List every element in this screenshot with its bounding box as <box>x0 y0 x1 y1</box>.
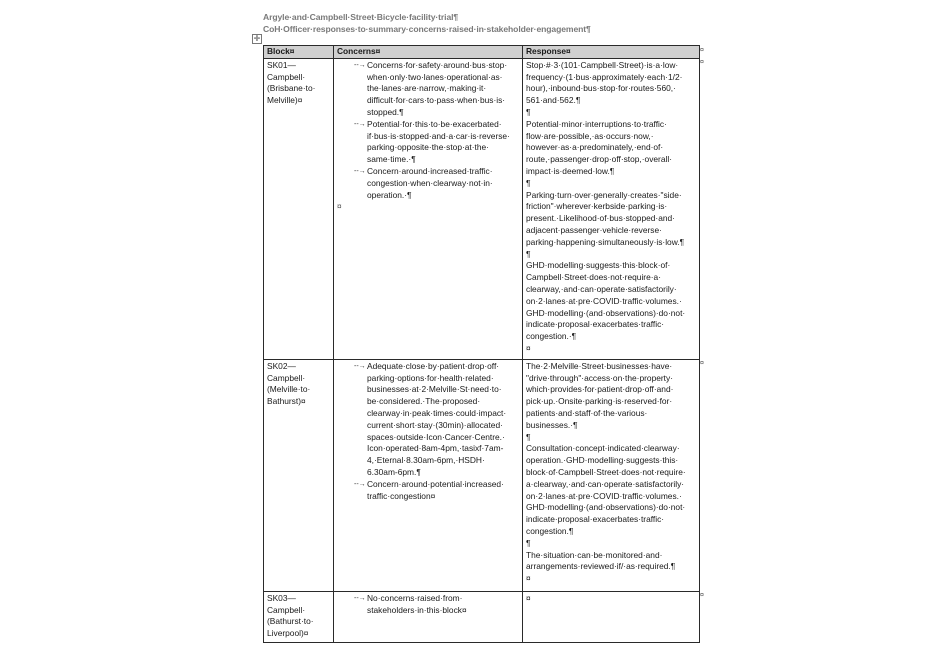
response-line: 561·and·562.¶ <box>526 95 581 106</box>
response-line: indicate·proposal·exacerbates·traffic· <box>526 514 665 525</box>
block-line: SK03— <box>267 592 296 603</box>
concern-line: --→ Concern·around·increased·traffic· <box>354 165 493 176</box>
tab-arrow-icon: --→ <box>354 480 366 488</box>
concern-line: --→ Concern·around·potential·increased· <box>354 478 504 489</box>
block-line: Bathurst)¤ <box>267 396 306 407</box>
concern-line: operation.·¶ <box>367 189 412 200</box>
concern-line: congestion·when·clearway·not·in· <box>367 177 493 188</box>
concern-line: parking·opposite·the·stop·at·the· <box>367 142 489 153</box>
response-line: ¶ <box>526 248 531 259</box>
response-line: GHD·modelling·(and·observations)·do·not· <box>526 307 686 318</box>
response-line: arrangements·reviewed·if/·as·required.¶ <box>526 561 676 572</box>
block-line: Liverpool)¤ <box>267 628 309 639</box>
concern-line: --→ Potential·for·this·to·be·exacerbated· <box>354 118 502 129</box>
concern-line: difficult·for·cars·to·pass·when·bus·is· <box>367 95 506 106</box>
concern-line: clearway·in·peak·times·could·impact· <box>367 407 507 418</box>
response-line: Potential·minor·interruptions·to·traffic· <box>526 118 667 129</box>
end-of-row-mark: ¤ <box>700 59 704 67</box>
document-subtitle: CoH·Officer·responses·to·summary·concerns·raised·in·stakeholder·engagement¶ <box>263 24 591 34</box>
header-block: Block¤ <box>264 46 334 59</box>
concern-line: same·time.·¶ <box>367 154 416 165</box>
block-line: (Brisbane·to· <box>267 83 316 94</box>
response-line: parking·happening·simultaneously·is·low.¶ <box>526 236 685 247</box>
response-line: frequency·(1·bus·approximately·each·1/2· <box>526 71 683 82</box>
table-row <box>264 591 700 642</box>
concerns-cell <box>334 591 523 642</box>
response-line: impact·is·deemed·low.¶ <box>526 165 615 176</box>
concern-line: --→ Concerns·for·safety·around·bus·stop· <box>354 59 508 70</box>
block-cell <box>264 591 334 642</box>
response-line: businesses.·¶ <box>526 419 578 430</box>
response-cell <box>523 591 700 642</box>
response-line: Consultation·concept·indicated·clearway· <box>526 443 680 454</box>
response-line: The·2·Melville·Street·businesses·have· <box>526 360 673 371</box>
block-line: SK02— <box>267 360 296 371</box>
end-of-row-mark: ¤ <box>700 360 704 368</box>
concerns-cell <box>334 359 523 591</box>
concern-line: 4,·Eternal·8.30am-6pm,·HSDH· <box>367 455 485 466</box>
concern-line: if·bus·is·stopped·and·a·car·is·reverse· <box>367 130 510 141</box>
response-line: Campbell·Street·does·not·require·a· <box>526 272 661 283</box>
block-line: (Melville·to· <box>267 384 311 395</box>
response-line: route,·passenger·drop·off·stop,·overall· <box>526 154 673 165</box>
table-row <box>264 58 700 359</box>
response-line: congestion.·¶ <box>526 331 577 342</box>
response-line: patients·and·staff·of·the·various· <box>526 407 648 418</box>
response-cell <box>523 58 700 359</box>
tab-arrow-icon: --→ <box>354 362 366 370</box>
concern-line: stopped.¶ <box>367 106 404 117</box>
concern-line: current·short·stay·(30min)·allocated· <box>367 419 503 430</box>
response-line: a·clearway,·and·can·operate·satisfactorily· <box>526 478 685 489</box>
response-line: present.·Likelihood·of·bus·stopped·and· <box>526 213 675 224</box>
concern-line: when·only·two·lanes·operational·as· <box>367 71 503 82</box>
end-of-row-mark: ¤ <box>700 592 704 600</box>
end-of-cell-mark: ¤ <box>337 201 342 212</box>
tab-arrow-icon: --→ <box>354 120 366 128</box>
tab-arrow-icon: --→ <box>354 167 366 175</box>
response-line: GHD·modelling·suggests·this·block·of· <box>526 260 671 271</box>
response-line: indicate·proposal·exacerbates·traffic· <box>526 319 665 330</box>
response-line: on·2·lanes·at·pre·COVID·traffic·volumes.· <box>526 490 682 501</box>
block-line: Melville)¤ <box>267 95 303 106</box>
move-table-icon[interactable]: ✛ <box>253 34 261 43</box>
document-title: Argyle·and·Campbell·Street·Bicycle·facility·trial¶ <box>263 12 459 22</box>
response-line: adjacent·passenger·vehicle·reverse· <box>526 224 662 235</box>
response-line: clearway,·and·can·operate·satisfactorily· <box>526 283 677 294</box>
concern-line: spaces·outside·Icon·Cancer·Centre.· <box>367 431 505 442</box>
response-line: ¶ <box>526 537 531 548</box>
response-line: which·provides·for·patient·drop·off·and· <box>526 384 674 395</box>
concern-line: businesses·at·2·Melville·St·need·to· <box>367 384 502 395</box>
block-line: (Bathurst·to· <box>267 616 314 627</box>
concern-line: traffic·congestion¤ <box>367 490 436 501</box>
response-line: "drive·through"·access·on·the·property· <box>526 372 673 383</box>
response-cell <box>523 359 700 591</box>
block-cell <box>264 58 334 359</box>
response-line: pick·up.·Onsite·parking·is·reserved·for· <box>526 396 673 407</box>
concerns-cell <box>334 58 523 359</box>
response-line: ¶ <box>526 106 531 117</box>
response-line: Stop·#·3·(101·Campbell·Street)·is·a·low· <box>526 59 679 70</box>
table-header-row <box>264 46 700 59</box>
block-line: Campbell· <box>267 372 306 383</box>
tab-arrow-icon: --→ <box>354 61 366 69</box>
response-line: The·situation·can·be·monitored·and· <box>526 549 663 560</box>
table-row <box>264 359 700 591</box>
block-cell <box>264 359 334 591</box>
end-of-row-mark: ¤ <box>700 46 704 54</box>
concern-line: 6.30am-6pm.¶ <box>367 466 421 477</box>
response-line: block·of·Campbell·Street·does·not·require· <box>526 466 686 477</box>
concern-line: --→ No·concerns·raised·from· <box>354 592 463 603</box>
response-line: on·2·lanes·at·pre·COVID·traffic·volumes.· <box>526 295 682 306</box>
response-line: however·as·a·predominately,·end·of· <box>526 142 664 153</box>
concern-line: --→ Adequate·close·by·patient·drop·off· <box>354 360 500 371</box>
block-line: Campbell· <box>267 604 306 615</box>
concern-line: Icon·operated·8am-4pm,·tasixf·7am- <box>367 443 504 454</box>
concerns-table <box>263 45 700 643</box>
response-line: GHD·modelling·(and·observations)·do·not· <box>526 502 686 513</box>
response-line: ¤ <box>526 592 531 603</box>
block-line: Campbell· <box>267 71 306 82</box>
response-line: flow·are·possible,·as·occurs·now,· <box>526 130 654 141</box>
response-line: ¤ <box>526 573 531 584</box>
tab-arrow-icon: --→ <box>354 594 366 602</box>
response-line: Parking·turn·over·generally·creates·"side· <box>526 189 682 200</box>
response-line: ¤ <box>526 342 531 353</box>
concern-line: be·considered.·The·proposed· <box>367 396 481 407</box>
response-line: hour),·inbound·bus·stop·for·routes·560,· <box>526 83 676 94</box>
concern-line: the·lanes·are·narrow,·making·it· <box>367 83 487 94</box>
header-response: Response¤ <box>523 46 700 59</box>
response-line: friction"·wherever·kerbside·parking·is· <box>526 201 668 212</box>
concern-line: parking·options·for·health·related· <box>367 372 494 383</box>
response-line: congestion.¶ <box>526 525 574 536</box>
response-line: ¶ <box>526 177 531 188</box>
response-line: operation.·GHD·modelling·suggests·this· <box>526 455 679 466</box>
block-line: SK01— <box>267 59 296 70</box>
response-line: ¶ <box>526 431 531 442</box>
concern-line: stakeholders·in·this·block¤ <box>367 604 467 615</box>
header-concerns: Concerns¤ <box>334 46 523 59</box>
